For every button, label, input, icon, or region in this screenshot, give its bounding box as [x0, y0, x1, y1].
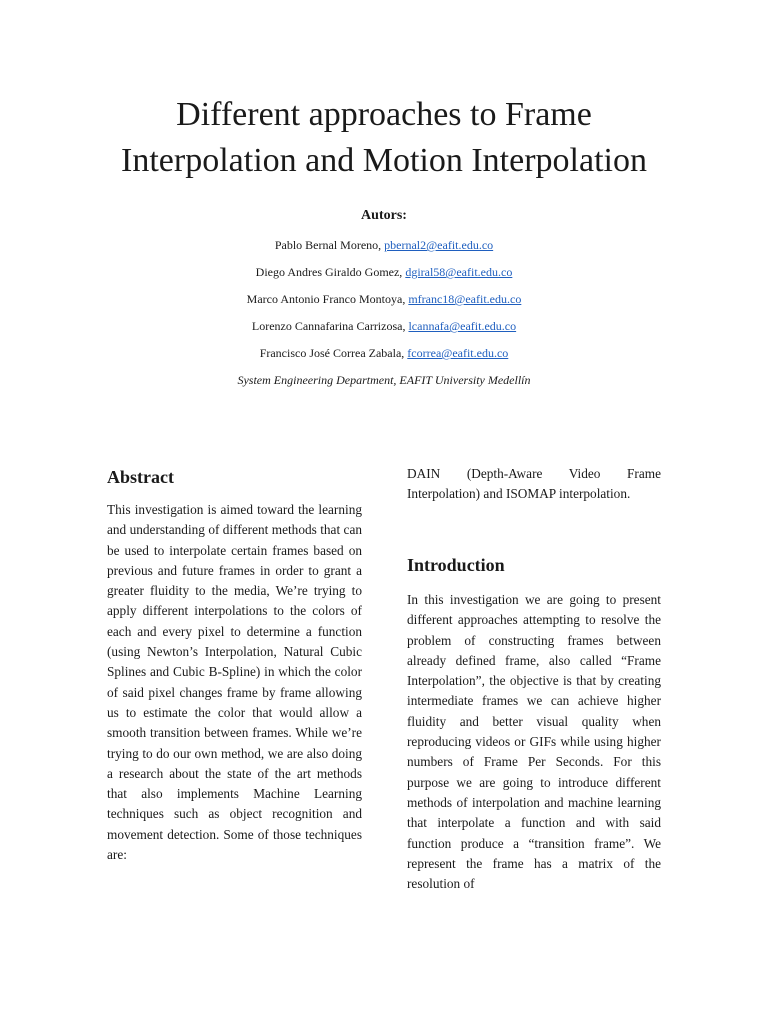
author-name: Pablo Bernal Moreno, — [274, 238, 385, 252]
abstract-text: This investigation is aimed toward the learning and understanding of different methods that can be used to interpolate certain frames based on previous and future frames in order to grant a greater fluidity to the media, We’re trying to apply different interpolations to the colors of each and every pixel to determine a function (using Newton’s Interpolation, Natural Cubic Splines and Cubic B-Spline) in which the color of said pixel changes frame by frame allowing us to estimate the color that would allow a smooth transition between frames. While we’re trying to do our own method, we are also doing a research about the state of the art methods that also implements Machine Learning techniques such as object recognition and movement detection. Some of those techniques are: — [107, 502, 362, 863]
author-line — [0, 291, 768, 307]
abstract-continuation: DAIN (Depth-Aware Video Frame Interpolation) and ISOMAP interpolation. — [407, 466, 661, 502]
authors-heading: Autors: — [361, 208, 407, 223]
author-email-link[interactable]: fcorrea@eafit.edu.co — [407, 346, 509, 360]
paper-title-line-2: Interpolation and Motion Interpolation — [121, 142, 647, 179]
author-line — [0, 237, 768, 253]
paper-title-line-1: Different approaches to Frame — [176, 96, 592, 133]
author-email-link[interactable]: lcannafa@eafit.edu.co — [408, 319, 517, 333]
paper-title — [60, 92, 708, 184]
author-name: Diego Andres Giraldo Gomez, — [255, 265, 406, 279]
author-email-link[interactable]: mfranc18@eafit.edu.co — [408, 292, 522, 306]
introduction-text: In this investigation we are going to present different approaches attempting to resolve the problem of constructing frames between already defined frame, also called “Frame Interpolation”, the objective is that by creating intermediate frames we can achieve higher fluidity and better visual quality when reproducing videos or GIFs while using higher numbers of Frame Per Seconds. For this purpose we are going to introduce different methods of interpolation and machine learning that interpolate a function and with said function produce a “transition frame”. We represent the frame has a matrix of the resolution of — [407, 592, 661, 892]
author-line — [0, 345, 768, 361]
author-name: Marco Antonio Franco Montoya, — [246, 292, 409, 306]
author-email-link[interactable]: pbernal2@eafit.edu.co — [384, 238, 494, 252]
introduction-heading: Introduction — [407, 555, 505, 575]
author-line — [0, 264, 768, 280]
author-name: Francisco José Correa Zabala, — [259, 346, 408, 360]
abstract-heading: Abstract — [107, 467, 174, 487]
author-line — [0, 318, 768, 334]
author-email-link[interactable]: dgiral58@eafit.edu.co — [405, 265, 513, 279]
author-name: Lorenzo Cannafarina Carrizosa, — [251, 319, 409, 333]
affiliation: System Engineering Department, EAFIT University Medellín — [237, 373, 531, 387]
